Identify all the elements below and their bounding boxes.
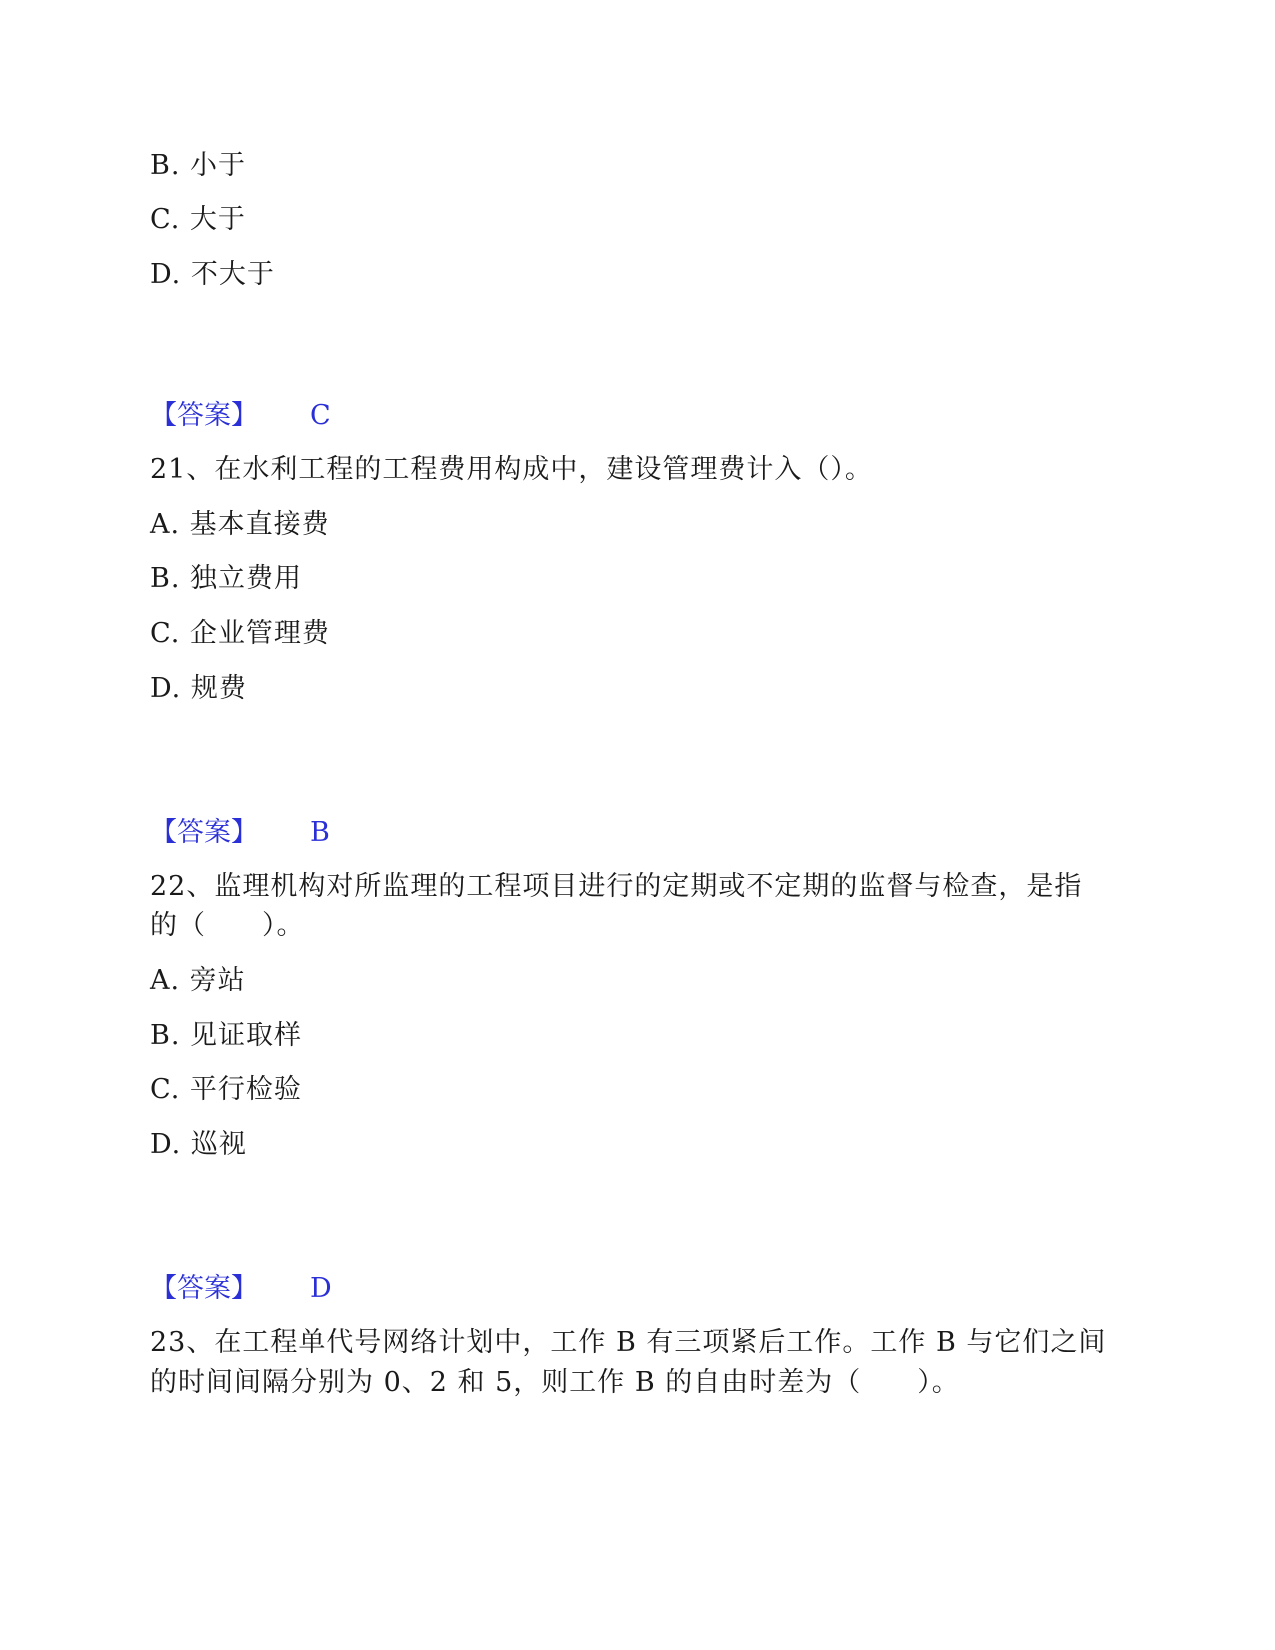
option-c: C. 企业管理费 <box>150 618 330 649</box>
option-d: D. 规费 <box>150 673 247 704</box>
question-stem-continued: 的（ ）。 <box>150 910 305 941</box>
question-stem: 22、监理机构对所监理的工程项目进行的定期或不定期的监督与检查，是指 <box>150 871 1083 902</box>
option-b: B. 独立费用 <box>150 563 303 594</box>
answer-tag: 【答案】 <box>150 400 258 431</box>
answer-line <box>150 396 331 436</box>
answer-value: D <box>310 1273 332 1304</box>
option-c: C. 平行检验 <box>150 1074 302 1105</box>
option-a: A. 基本直接费 <box>150 509 330 540</box>
question-stem-continued: 的时间间隔分别为 0、2 和 5，则工作 B 的自由时差为（ ）。 <box>150 1367 960 1398</box>
answer-line <box>150 813 330 853</box>
answer-line <box>150 1269 332 1309</box>
answer-value: B <box>310 817 330 848</box>
question-stem: 23、在工程单代号网络计划中，工作 B 有三项紧后工作。工作 B 与它们之间 <box>150 1327 1107 1358</box>
answer-tag: 【答案】 <box>150 817 258 848</box>
question-stem: 21、在水利工程的工程费用构成中，建设管理费计入（）。 <box>150 454 873 485</box>
option-c: C. 大于 <box>150 204 246 235</box>
option-d: D. 不大于 <box>150 259 275 290</box>
option-b: B. 小于 <box>150 150 247 181</box>
answer-tag: 【答案】 <box>150 1273 258 1304</box>
option-b: B. 见证取样 <box>150 1020 303 1051</box>
answer-value: C <box>310 400 331 431</box>
option-a: A. 旁站 <box>150 965 246 996</box>
option-d: D. 巡视 <box>150 1129 247 1160</box>
